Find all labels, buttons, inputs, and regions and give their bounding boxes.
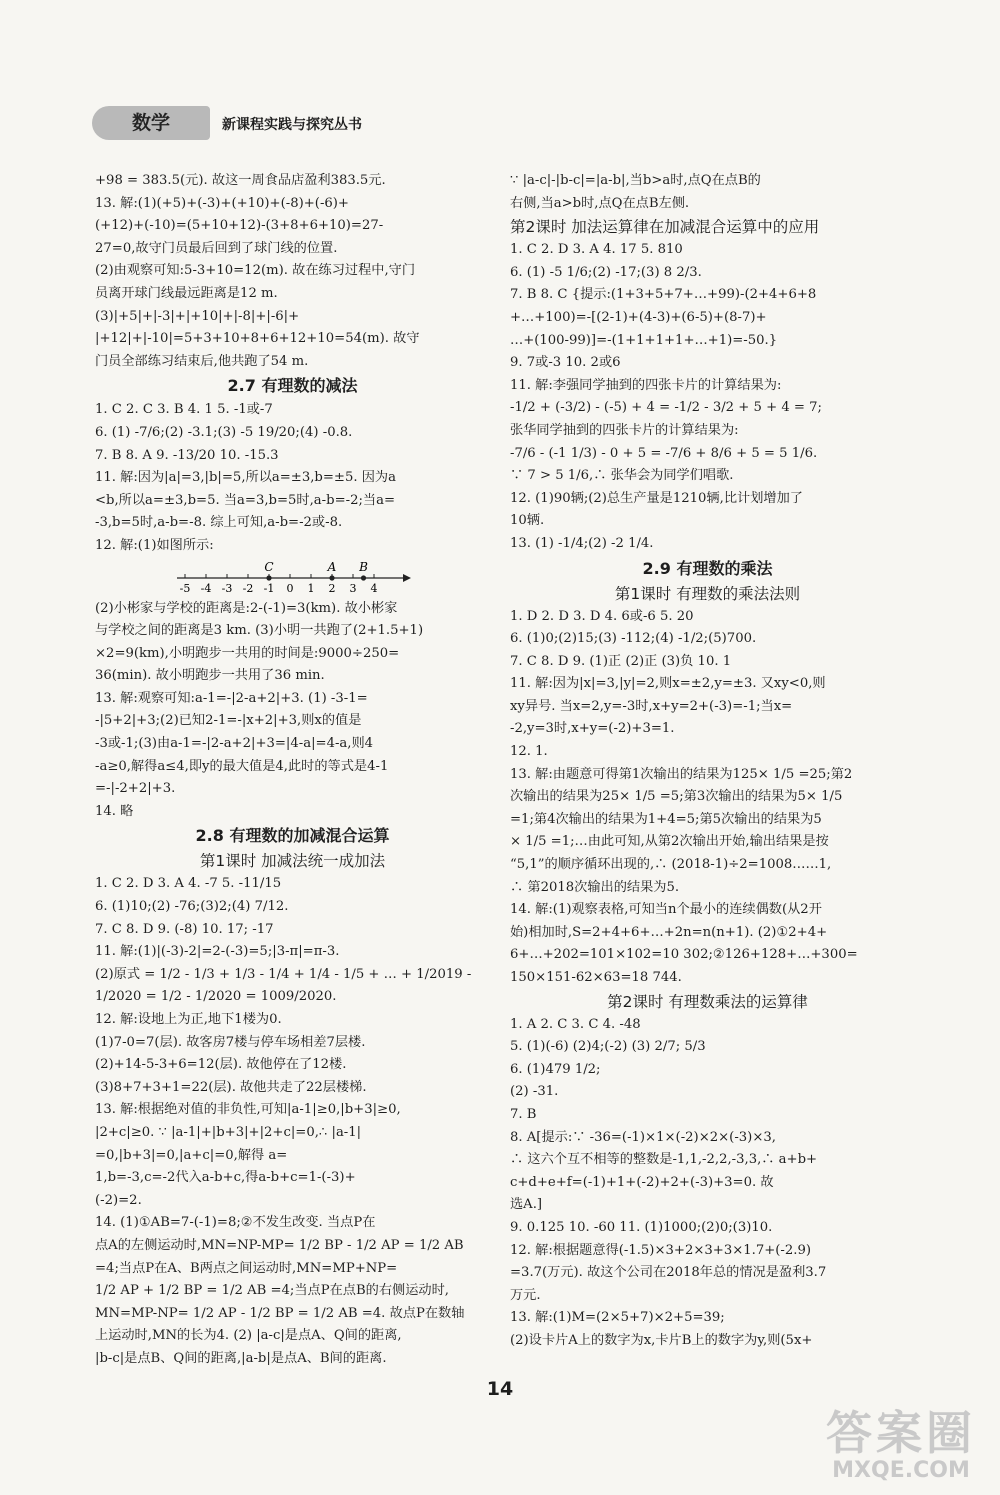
- answer-line: =4;当点P在A、B两点之间运动时,MN=MP+NP=: [95, 1260, 398, 1276]
- answer-line: 选A.]: [510, 1197, 543, 1213]
- answer-line: 12. 解:根据题意得(-1.5)×3+2×3+3×1.7+(-2.9): [510, 1242, 812, 1258]
- answer-line: +…+100)=-[(2-1)+(4-3)+(6-5)+(8-7)+: [510, 309, 767, 325]
- tick-label: -3: [221, 581, 233, 595]
- answer-line: 6. (1)10;(2) -76;(3)2;(4) 7/12.: [95, 899, 289, 915]
- answer-line: 1. C 2. D 3. A 4. 17 5. 810: [510, 242, 683, 258]
- answer-line: 13. 解:(1)M=(2×5+7)×2+5=39;: [510, 1310, 725, 1326]
- answer-line: (2)原式 = 1/2 - 1/3 + 1/3 - 1/4 + 1/4 - 1/5 + … + 1/2019 -: [95, 966, 472, 982]
- answer-line: 7. B: [510, 1106, 537, 1122]
- answer-line: 10辆.: [510, 513, 545, 529]
- answer-line: |b-c|是点B、Q间的距离,|a-b|是点A、B间的距离.: [95, 1350, 387, 1366]
- tick-label: 3: [349, 581, 357, 595]
- tick-label: -1: [263, 581, 275, 595]
- section-heading: 2.8 有理数的加减混合运算: [195, 826, 390, 846]
- answer-line: 1,b=-3,c=-2代入a-b+c,得a-b+c=1-(-3)+: [95, 1170, 356, 1186]
- answer-line: 与学校之间的距离是3 km. (3)小明一共跑了(2+1.5+1): [95, 623, 424, 639]
- page-number: 14: [486, 1378, 514, 1400]
- answer-line: 5. (1)(-6) (2)4;(-2) (3) 2/7; 5/3: [510, 1039, 706, 1055]
- answer-line: (3)8+7+3+1=22(层). 故他共走了22层楼梯.: [95, 1079, 367, 1095]
- answer-line: (2)+14-5-3+6=12(层). 故他停在了12楼.: [95, 1057, 347, 1073]
- answer-line: 14. (1)①AB=7-(-1)=8;②不发生改变. 当点P在: [95, 1215, 376, 1231]
- answer-line: 14. 解:(1)观察表格,可知当n个最小的连续偶数(从2开: [510, 902, 822, 918]
- answer-line: ∵ 7 > 5 1/6,∴ 张华会为同学们唱歌.: [510, 468, 734, 484]
- answer-line: |+12|+|-10|=5+3+10+8+6+12+10=54(m). 故守: [95, 331, 420, 347]
- answer-line: 14. 略: [95, 803, 134, 819]
- answer-line: 上运动时,MN的长为4. (2) |a-c|是点A、Q间的距离,: [95, 1328, 402, 1344]
- subject-tab: 数学: [92, 106, 210, 140]
- answer-line: 13. 解:由题意可得第1次输出的结果为125× 1/5 =25;第2: [510, 766, 853, 782]
- point-marker: [361, 575, 366, 580]
- tick-label: -4: [200, 581, 212, 595]
- tick-label: 4: [370, 581, 378, 595]
- answer-line: (2)设卡片A上的数字为x,卡片B上的数字为y,则(5x+: [510, 1332, 813, 1348]
- answer-line: 9. 7或-3 10. 2或6: [510, 355, 621, 371]
- answer-line: 8. A[提示:∵ -36=(-1)×1×(-2)×2×(-3)×3,: [510, 1129, 776, 1145]
- watermark-bottom: MXQE.COM: [832, 1458, 970, 1483]
- answer-line: c+d+e+f=(-1)+1+(-2)+2+(-3)+3=0. 故: [510, 1174, 774, 1190]
- point-marker: [329, 575, 334, 580]
- answer-line: 7. C 8. D 9. (1)正 (2)正 (3)负 10. 1: [510, 653, 732, 669]
- answer-line: 6. (1) -7/6;(2) -3.1;(3) -5 19/20;(4) -0.8.: [95, 424, 353, 440]
- section-heading: 2.7 有理数的减法: [227, 376, 358, 396]
- answer-line: 11. 解:因为|a|=3,|b|=5,所以a=±3,b=±5. 因为a: [95, 470, 396, 486]
- answer-line: (+12)+(-10)=(5+10+12)-(3+8+6+10)=27-: [95, 218, 384, 234]
- answer-line: (2)小彬家与学校的距离是:2-(-1)=3(km). 故小彬家: [95, 600, 398, 616]
- answer-line: |2+c|≥0. ∵ |a-1|+|b+3|+|2+c|=0,∴ |a-1|: [95, 1124, 362, 1140]
- answer-line: <b,所以a=±3,b=5. 当a=3,b=5时,a-b=-2;当a=: [95, 492, 396, 508]
- answer-line: -2,y=3时,x+y=(-2)+3=1.: [510, 721, 675, 737]
- answer-line: 6+…+202=101×102=10 302;②126+128+…+300=: [510, 947, 858, 963]
- series-title: 新课程实践与探究丛书: [222, 117, 362, 133]
- answer-line: “5,1”的顺序循环出现的,∴ (2018-1)÷2=1008……1,: [510, 857, 832, 873]
- answer-line: (3)|+5|+|-3|+|+10|+|-8|+|-6|+: [95, 308, 300, 324]
- axis-arrow-icon: [403, 574, 411, 582]
- lesson-heading: 第1课时 加减法统一成加法: [199, 852, 386, 871]
- answer-line: 9. 0.125 10. -60 11. (1)1000;(2)0;(3)10.: [510, 1219, 773, 1235]
- answer-line: 1. C 2. C 3. B 4. 1 5. -1或-7: [95, 402, 273, 418]
- answer-line: (2) -31.: [510, 1084, 559, 1100]
- answer-line: 36(min). 故小明跑步一共用了36 min.: [95, 668, 325, 684]
- answer-line: MN=MP-NP= 1/2 AP - 1/2 BP = 1/2 AB =4. 故点P在数轴: [95, 1305, 465, 1321]
- answer-line: 1. D 2. D 3. D 4. 6或-6 5. 20: [510, 608, 694, 624]
- answer-line: 7. C 8. D 9. (-8) 10. 17; -17: [95, 921, 274, 937]
- answer-line: 1. A 2. C 3. C 4. -48: [510, 1016, 641, 1032]
- answer-line: 27=0,故守门员最后回到了球门线的位置.: [95, 240, 338, 256]
- answer-line: 6. (1)479 1/2;: [510, 1061, 601, 1077]
- lesson-heading: 第2课时 有理数乘法的运算律: [607, 992, 808, 1011]
- answer-line: (-2)=2.: [95, 1192, 142, 1208]
- answer-line: ∵ |a-c|-|b-c|=|a-b|,当b>a时,点Q在点B的: [510, 173, 761, 188]
- point-label: B: [359, 559, 368, 574]
- answer-line: 1/2020 = 1/2 - 1/2020 = 1009/2020.: [95, 989, 337, 1005]
- watermark-logo: [826, 1408, 976, 1484]
- answer-line: 1/2 AP + 1/2 BP = 1/2 AB =4;当点P在点B的右侧运动时,: [95, 1283, 449, 1299]
- right-column: [510, 170, 905, 1353]
- answer-line: =1;第4次输出的结果为1+4=5;第5次输出的结果为5: [510, 811, 822, 827]
- answer-line: 7. B 8. C {提示:(1+3+5+7+…+99)-(2+4+6+8: [510, 287, 817, 303]
- answer-line: 始)相加时,S=2+4+6+…+2n=n(n+1). (2)①2+4+: [510, 924, 828, 940]
- answer-line: xy异号. 当x=2,y=-3时,x+y=2+(-3)=-1;当x=: [510, 698, 793, 714]
- answer-line: (1)7-0=7(层). 故客房7楼与停车场相差7层楼.: [95, 1034, 366, 1050]
- answer-line: 11. 解:因为|x|=3,|y|=2,则x=±2,y=±3. 又xy<0,则: [510, 676, 826, 692]
- answer-line: =3.7(万元). 故这个公司在2018年总的情况是盈利3.7: [510, 1265, 827, 1281]
- answer-line: +98 = 383.5(元). 故这一周食品店盈利383.5元.: [95, 173, 386, 188]
- answer-line: -7/6 - (-1 1/3) - 0 + 5 = -7/6 + 8/6 + 5 = 5 1/6.: [510, 445, 818, 461]
- answer-line: ∴ 第2018次输出的结果为5.: [510, 879, 680, 895]
- answer-line: -3或-1;(3)由a-1=-|2-a+2|+3=|4-a|=4-a,则4: [95, 736, 374, 752]
- answer-line: 张华同学抽到的四张卡片的计算结果为:: [510, 422, 739, 438]
- lesson-heading: 第1课时 有理数的乘法法则: [614, 584, 801, 603]
- number-line-figure: [95, 558, 490, 598]
- answer-line: 11. 解:李强同学抽到的四张卡片的计算结果为:: [510, 377, 782, 393]
- answer-line: 1. C 2. D 3. A 4. -7 5. -11/15: [95, 876, 282, 892]
- answer-line: ×2=9(km),小明跑步一共用的时间是:9000÷250=: [95, 645, 400, 661]
- answer-line: 13. 解:(1)(+5)+(-3)+(+10)+(-8)+(-6)+: [95, 195, 349, 211]
- answer-line: 12. (1)90辆;(2)总生产量是1210辆,比计划增加了: [510, 490, 803, 506]
- answer-line: 13. (1) -1/4;(2) -2 1/4.: [510, 535, 654, 551]
- answer-line: -1/2 + (-3/2) - (-5) + 4 = -1/2 - 3/2 + 5 + 4 = 7;: [510, 400, 822, 416]
- answer-line: × 1/5 =1;…由此可知,从第2次输出开始,输出结果是按: [510, 834, 829, 850]
- point-label: C: [264, 559, 274, 574]
- answer-line: ∴ 这六个互不相等的整数是-1,1,-2,2,-3,3,∴ a+b+: [510, 1152, 818, 1168]
- answer-line: 12. 解:设地上为正,地下1楼为0.: [95, 1012, 282, 1027]
- left-column: [95, 170, 490, 1371]
- answer-line: 11. 解:(1)|(-3)-2|=2-(-3)=5;|3-π|=π-3.: [95, 944, 340, 960]
- answer-line: …+(100-99)]=-(1+1+1+1+…+1)=-50.}: [510, 332, 778, 348]
- answer-line: 13. 解:根据绝对值的非负性,可知|a-1|≥0,|b+3|≥0,: [95, 1102, 401, 1118]
- tick-label: 1: [307, 581, 315, 595]
- answer-line: =-|-2+2|+3.: [95, 781, 176, 797]
- answer-line: 7. B 8. A 9. -13/20 10. -15.3: [95, 447, 279, 463]
- lesson-heading: 第2课时 加法运算律在加减混合运算中的应用: [510, 218, 820, 237]
- tick-label: -2: [242, 581, 254, 595]
- answer-line: 点A的左侧运动时,MN=NP-MP= 1/2 BP - 1/2 AP = 1/2 AB: [95, 1237, 464, 1253]
- answer-line: 次输出的结果为25× 1/5 =5;第3次输出的结果为5× 1/5: [510, 789, 843, 805]
- tick-label: 0: [286, 581, 294, 595]
- point-label: A: [327, 559, 337, 574]
- answer-line: 13. 解:观察可知:a-1=-|2-a+2|+3. (1) -3-1=: [95, 690, 368, 706]
- answer-line: 右侧,当a>b时,点Q在点B左侧.: [510, 195, 690, 211]
- answer-line: 员离开球门线最远距离是12 m.: [95, 285, 278, 301]
- answer-line: -|5+2|+3;(2)已知2-1=-|x+2|+3,则x的值是: [95, 713, 362, 729]
- watermark-top: 答案圈: [826, 1406, 976, 1460]
- answer-line: 12. 1.: [510, 744, 548, 760]
- answer-line: 万元.: [510, 1287, 541, 1303]
- answer-line: 6. (1)0;(2)15;(3) -112;(4) -1/2;(5)700.: [510, 631, 757, 647]
- tick-label: 2: [328, 581, 336, 595]
- answer-line: 6. (1) -5 1/6;(2) -17;(3) 8 2/3.: [510, 264, 702, 280]
- tick-label: -5: [179, 581, 191, 595]
- number-line: [175, 558, 415, 598]
- answer-line: -3,b=5时,a-b=-8. 综上可知,a-b=-2或-8.: [95, 515, 343, 531]
- answer-line: 150×151-62×63=18 744.: [510, 970, 682, 985]
- answer-line: =0,|b+3|=0,|a+c|=0,解得 a=: [95, 1147, 288, 1163]
- page-header: [92, 106, 492, 142]
- answer-line: 12. 解:(1)如图所示:: [95, 537, 214, 553]
- answer-line: 门员全部练习结束后,他共跑了54 m.: [95, 353, 309, 369]
- point-marker: [266, 575, 271, 580]
- answer-line: -a≥0,解得a≤4,即y的最大值是4,此时的等式是4-1: [95, 758, 389, 774]
- section-heading: 2.9 有理数的乘法: [642, 558, 773, 578]
- answer-line: (2)由观察可知:5-3+10=12(m). 故在练习过程中,守门: [95, 263, 416, 279]
